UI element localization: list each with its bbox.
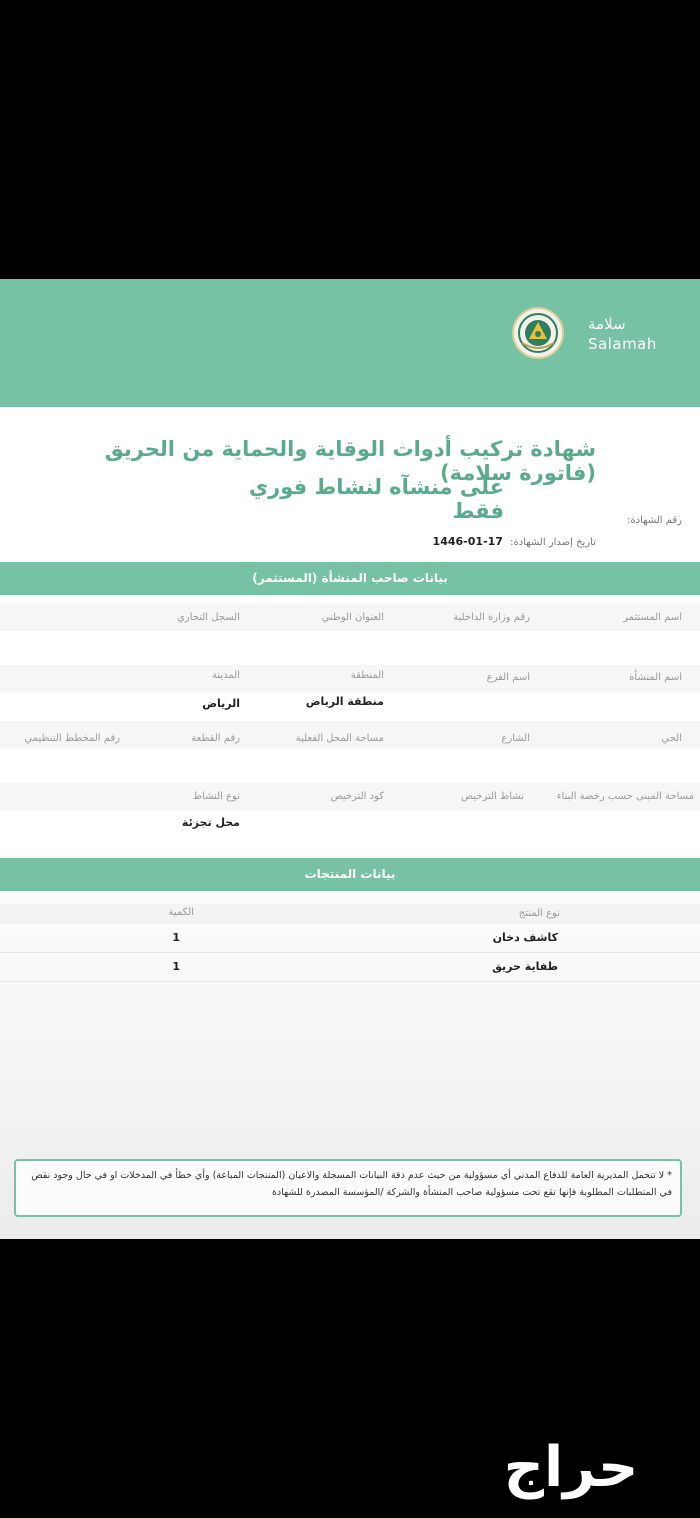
certificate-number [623, 513, 682, 526]
disclaimer-box: * لا تتحمل المديرية العامة للدفاع المدني أي مسؤولية من حيث عدم دقة البيانات المسجلة والاعيان (المنتجات المباعة) وأي خطأ في المدخلات او في حال وجود نقص في المتطلبات المطلوبة فإنها تقع تحت مسؤولية صاحب المنشأة والشركة /المؤسسة المصدرة للشهادة [14, 1159, 682, 1217]
product-qty-cell: 1 [172, 960, 180, 973]
products-table-header [0, 904, 700, 924]
brand-name [588, 314, 657, 354]
certificate-document [0, 279, 700, 1239]
field-branch-name-label: اسم الفرع [486, 672, 530, 683]
brand-name-english: Salamah [588, 335, 657, 353]
product-type-header: نوع المنتج [518, 908, 560, 919]
field-district-label: الحي [661, 733, 682, 744]
product-type-cell: كاشف دخان [492, 931, 558, 944]
field-facility-name-label: اسم المنشأة [629, 672, 682, 683]
product-qty-cell: 1 [172, 931, 180, 944]
table-row [0, 953, 700, 982]
table-row [0, 924, 700, 953]
certificate-date-label: تاريخ إصدار الشهادة: [510, 537, 596, 548]
product-type-cell: طفاية حريق [492, 960, 558, 973]
haraj-watermark: حراج [503, 1435, 639, 1500]
field-activity-type-label: نوع النشاط [192, 791, 240, 802]
field-commercial-register-label: السجل التجاري [177, 612, 240, 623]
field-national-address-label: العنوان الوطني [321, 612, 384, 623]
field-interior-id-label: رقم وزارة الداخلية [453, 612, 530, 623]
field-city-value: الرياض [202, 697, 240, 710]
owner-section-header: بيانات صاحب المنشأة (المستثمر) [0, 562, 700, 595]
field-license-activity-label: نشاط الترخيص [461, 791, 524, 802]
field-street-label: الشارع [501, 733, 530, 744]
certificate-subtitle: على منشآه لنشاط فوري فقط [248, 475, 504, 523]
field-plot-number-label: رقم القطعة [191, 733, 240, 744]
field-region-value: منطقة الرياض [305, 695, 384, 708]
field-license-code-label: كود الترخيص [330, 791, 384, 802]
products-section-header: بيانات المنتجات [0, 858, 700, 891]
certificate-date [433, 535, 596, 548]
field-shop-area-label: مساحة المحل الفعلية [295, 733, 384, 744]
field-plan-number-label: رقم المخطط التنظيمي [24, 733, 120, 744]
certificate-title: شهادة تركيب أدوات الوقاية والحماية من الحريق (فاتورة سلامة) [104, 437, 596, 485]
header-banner [0, 279, 700, 407]
certificate-date-value: 17-01-1446 [432, 535, 503, 548]
field-building-area-label: مساحة المبنى حسب رخصة البناء [556, 791, 694, 802]
field-region-label: المنطقة [350, 670, 384, 681]
product-qty-header: الكمية [168, 907, 194, 918]
field-activity-type-value: محل تجزئة [181, 816, 240, 829]
field-city-label: المدينة [211, 670, 240, 681]
certificate-number-label: رقم الشهادة: [627, 515, 682, 526]
civil-defense-emblem-icon [512, 307, 564, 359]
brand-name-arabic: سلامة [588, 315, 626, 333]
field-investor-name-label: اسم المستثمر [623, 612, 682, 623]
